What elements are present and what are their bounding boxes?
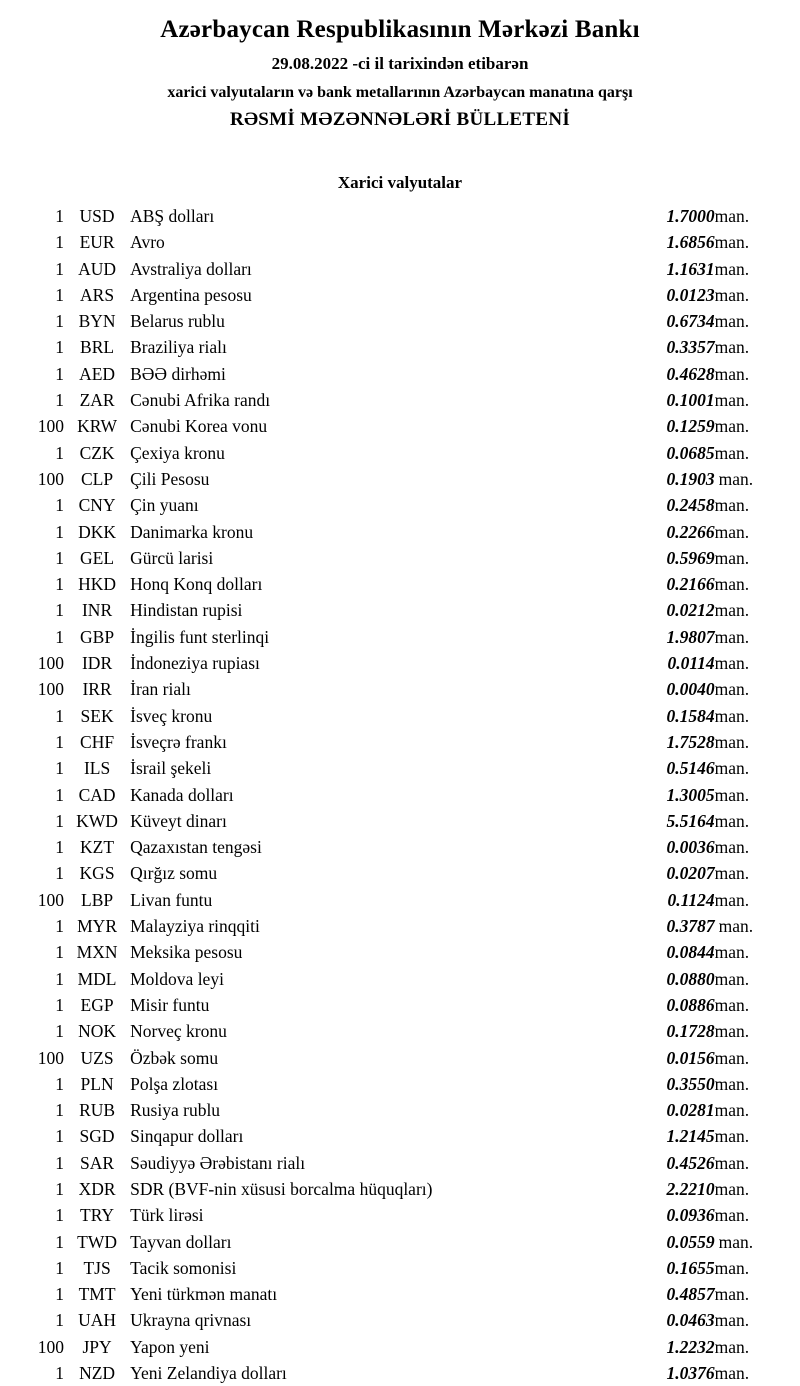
currency-code: IDR bbox=[81, 653, 113, 674]
currency-quantity: 1 bbox=[55, 284, 64, 305]
currency-name: Tacik somonisi bbox=[130, 1257, 237, 1278]
currency-rate: 0.0886 bbox=[666, 994, 715, 1015]
table-row bbox=[0, 913, 800, 939]
currency-code: GBP bbox=[80, 626, 115, 647]
currency-name: İngilis funt sterlinqi bbox=[130, 626, 270, 647]
section-title-foreign-currencies: Xarici valyutalar bbox=[337, 173, 463, 192]
table-row bbox=[0, 229, 800, 255]
currency-name: SDR (BVF-nin xüsusi borcalma hüquqları) bbox=[130, 1178, 433, 1199]
currency-rate: 0.0156 bbox=[666, 1047, 715, 1068]
currency-rate: 0.0844 bbox=[666, 942, 715, 963]
currency-quantity: 1 bbox=[55, 1126, 64, 1147]
currency-unit: man. bbox=[714, 232, 750, 253]
currency-unit: man. bbox=[714, 363, 750, 384]
table-row bbox=[0, 545, 800, 571]
table-row bbox=[0, 1176, 800, 1202]
currency-unit: man. bbox=[714, 258, 750, 279]
currency-unit: man. bbox=[718, 1231, 754, 1252]
currency-code: CZK bbox=[79, 442, 115, 463]
currency-rate: 0.5146 bbox=[666, 758, 715, 779]
currency-code: GEL bbox=[80, 547, 115, 568]
currency-unit: man. bbox=[718, 916, 754, 937]
currency-unit: man. bbox=[714, 731, 750, 752]
currency-code: NZD bbox=[79, 1363, 116, 1384]
currency-code: ARS bbox=[80, 284, 115, 305]
table-row bbox=[0, 808, 800, 834]
currency-code: CAD bbox=[78, 784, 116, 805]
currency-name: Cənubi Afrika randı bbox=[130, 390, 271, 411]
currency-quantity: 1 bbox=[55, 232, 64, 253]
currency-code: JPY bbox=[82, 1336, 112, 1357]
currency-quantity: 1 bbox=[55, 1152, 64, 1173]
currency-unit: man. bbox=[714, 705, 750, 726]
currency-name: Çexiya kronu bbox=[130, 442, 225, 463]
currency-unit: man. bbox=[714, 1073, 750, 1094]
currency-name: İran rialı bbox=[130, 679, 191, 700]
currency-quantity: 1 bbox=[55, 994, 64, 1015]
document-bulletin-title: RƏSMİ MƏZƏNNƏLƏRİ BÜLLETENİ bbox=[229, 109, 571, 130]
currency-unit: man. bbox=[714, 653, 750, 674]
currency-quantity: 1 bbox=[55, 363, 64, 384]
currency-rate: 0.1001 bbox=[666, 390, 715, 411]
currency-quantity: 1 bbox=[55, 495, 64, 516]
currency-rate: 0.1584 bbox=[666, 705, 715, 726]
table-row bbox=[0, 1202, 800, 1228]
currency-code: BRL bbox=[80, 337, 115, 358]
currency-code: TJS bbox=[83, 1257, 111, 1278]
currency-code: SAR bbox=[80, 1152, 115, 1173]
currency-unit: man. bbox=[714, 1152, 750, 1173]
currency-rate: 0.0212 bbox=[666, 600, 715, 621]
currency-rate: 1.2145 bbox=[666, 1126, 715, 1147]
currency-rate: 0.1903 bbox=[666, 468, 715, 489]
currency-code: RUB bbox=[79, 1100, 116, 1121]
currency-unit: man. bbox=[714, 600, 750, 621]
currency-quantity: 1 bbox=[55, 968, 64, 989]
currency-rate: 0.4628 bbox=[666, 363, 715, 384]
currency-name: İsveç kronu bbox=[130, 705, 213, 726]
currency-rate: 0.5969 bbox=[666, 547, 715, 568]
currency-code: AUD bbox=[78, 258, 117, 279]
currency-quantity: 1 bbox=[55, 784, 64, 805]
currency-rate: 1.7528 bbox=[666, 731, 715, 752]
currency-name: Tayvan dolları bbox=[130, 1231, 232, 1252]
currency-quantity: 1 bbox=[55, 942, 64, 963]
currency-code: INR bbox=[81, 600, 113, 621]
table-row bbox=[0, 571, 800, 597]
currency-code: UZS bbox=[80, 1047, 114, 1068]
currency-name: Cənubi Korea vonu bbox=[130, 416, 268, 437]
currency-unit: man. bbox=[714, 968, 750, 989]
currency-code: PLN bbox=[80, 1073, 114, 1094]
currency-name: Səudiyyə Ərəbistanı rialı bbox=[130, 1152, 306, 1173]
currency-code: KRW bbox=[77, 416, 117, 437]
table-row bbox=[0, 1255, 800, 1281]
table-row bbox=[0, 939, 800, 965]
currency-name: Qırğız somu bbox=[130, 863, 218, 884]
currency-name: Yeni türkmən manatı bbox=[130, 1284, 278, 1305]
currency-unit: man. bbox=[714, 810, 750, 831]
currency-name: Belarus rublu bbox=[130, 311, 225, 332]
currency-rate: 1.1631 bbox=[666, 258, 715, 279]
table-row bbox=[0, 256, 800, 282]
currency-code: SEK bbox=[80, 705, 114, 726]
currency-quantity: 1 bbox=[55, 863, 64, 884]
currency-quantity: 100 bbox=[37, 1047, 64, 1068]
currency-name: Sinqapur dolları bbox=[130, 1126, 244, 1147]
currency-code: TWD bbox=[77, 1231, 117, 1252]
currency-quantity: 1 bbox=[55, 626, 64, 647]
table-row bbox=[0, 361, 800, 387]
table-row bbox=[0, 1360, 800, 1386]
currency-rate: 1.6856 bbox=[666, 232, 715, 253]
currency-rate: 1.3005 bbox=[666, 784, 715, 805]
table-row bbox=[0, 413, 800, 439]
currency-unit: man. bbox=[714, 679, 750, 700]
currency-quantity: 1 bbox=[55, 1100, 64, 1121]
currency-name: İsveçrə frankı bbox=[130, 731, 227, 752]
currency-rate: 5.5164 bbox=[666, 810, 715, 831]
currency-unit: man. bbox=[714, 1205, 750, 1226]
currency-name: Honq Konq dolları bbox=[130, 574, 263, 595]
currency-code: DKK bbox=[78, 521, 117, 542]
currency-code: HKD bbox=[78, 574, 117, 595]
table-row bbox=[0, 519, 800, 545]
currency-name: Avstraliya dolları bbox=[130, 258, 252, 279]
table-row bbox=[0, 1281, 800, 1307]
table-row bbox=[0, 782, 800, 808]
currency-code: SGD bbox=[79, 1126, 115, 1147]
currency-unit: man. bbox=[714, 206, 750, 226]
currency-rates-table bbox=[0, 203, 800, 1386]
currency-rate: 2.2210 bbox=[666, 1178, 715, 1199]
currency-unit: man. bbox=[714, 863, 750, 884]
currency-unit: man. bbox=[714, 1047, 750, 1068]
currency-name: Özbək somu bbox=[130, 1047, 219, 1068]
currency-quantity: 100 bbox=[37, 416, 64, 437]
currency-name: Hindistan rupisi bbox=[130, 600, 243, 621]
currency-code: CNY bbox=[78, 495, 116, 516]
currency-name: Ukrayna qrivnası bbox=[130, 1310, 252, 1331]
table-row bbox=[0, 440, 800, 466]
currency-code: UAH bbox=[78, 1310, 117, 1331]
currency-unit: man. bbox=[714, 889, 750, 910]
table-row bbox=[0, 466, 800, 492]
currency-code: ZAR bbox=[79, 390, 115, 411]
currency-quantity: 100 bbox=[37, 653, 64, 674]
currency-name: Küveyt dinarı bbox=[130, 810, 227, 831]
currency-quantity: 1 bbox=[55, 390, 64, 411]
currency-quantity: 1 bbox=[55, 1073, 64, 1094]
currency-code: EUR bbox=[79, 232, 115, 253]
table-row bbox=[0, 1097, 800, 1123]
currency-code: MYR bbox=[77, 916, 117, 937]
currency-name: Yapon yeni bbox=[130, 1336, 210, 1357]
currency-name: İndoneziya rupiası bbox=[130, 653, 260, 674]
table-row bbox=[0, 650, 800, 676]
currency-rate: 0.4857 bbox=[666, 1284, 715, 1305]
currency-unit: man. bbox=[714, 626, 750, 647]
currency-code: KGS bbox=[79, 863, 115, 884]
currency-name: Braziliya rialı bbox=[130, 337, 227, 358]
currency-unit: man. bbox=[714, 284, 750, 305]
table-row bbox=[0, 308, 800, 334]
currency-unit: man. bbox=[714, 390, 750, 411]
currency-name: Çin yuanı bbox=[130, 495, 199, 516]
currency-rate: 1.0376 bbox=[666, 1363, 715, 1384]
currency-quantity: 1 bbox=[55, 521, 64, 542]
currency-unit: man. bbox=[714, 942, 750, 963]
currency-name: Danimarka kronu bbox=[130, 521, 254, 542]
currency-unit: man. bbox=[714, 1363, 750, 1384]
currency-name: Moldova leyi bbox=[130, 968, 224, 989]
table-row bbox=[0, 755, 800, 781]
currency-quantity: 1 bbox=[55, 442, 64, 463]
currency-name: Malayziya rinqqiti bbox=[130, 916, 260, 937]
currency-name: BƏƏ dirhəmi bbox=[130, 363, 226, 384]
currency-rate: 0.3357 bbox=[666, 337, 715, 358]
table-row bbox=[0, 597, 800, 623]
currency-quantity: 1 bbox=[55, 206, 64, 226]
currency-unit: man. bbox=[714, 1100, 750, 1121]
document-subtitle: xarici valyutaların və bank metallarının Azərbaycan manatına qarşı bbox=[167, 84, 633, 101]
currency-quantity: 1 bbox=[55, 731, 64, 752]
currency-code: XDR bbox=[78, 1178, 116, 1199]
currency-rate: 1.2232 bbox=[666, 1336, 715, 1357]
currency-quantity: 1 bbox=[55, 1021, 64, 1042]
currency-name: İsrail şekeli bbox=[130, 758, 212, 779]
currency-unit: man. bbox=[714, 547, 750, 568]
currency-quantity: 100 bbox=[37, 468, 64, 489]
currency-name: Gürcü larisi bbox=[130, 547, 214, 568]
currency-name: Meksika pesosu bbox=[130, 942, 243, 963]
currency-name: Rusiya rublu bbox=[130, 1100, 221, 1121]
currency-rate: 0.3550 bbox=[666, 1073, 715, 1094]
currency-unit: man. bbox=[714, 311, 750, 332]
bank-title: Azərbaycan Respublikasının Mərkəzi Bankı bbox=[160, 16, 640, 43]
currency-name: Misir funtu bbox=[130, 994, 210, 1015]
currency-rate: 0.0281 bbox=[666, 1100, 715, 1121]
currency-rate: 0.1655 bbox=[666, 1257, 715, 1278]
currency-unit: man. bbox=[714, 1336, 750, 1357]
currency-rate: 0.0559 bbox=[666, 1231, 715, 1252]
currency-name: Yeni Zelandiya dolları bbox=[130, 1363, 287, 1384]
currency-quantity: 1 bbox=[55, 1178, 64, 1199]
currency-quantity: 1 bbox=[55, 1205, 64, 1226]
currency-unit: man. bbox=[714, 1310, 750, 1331]
currency-unit: man. bbox=[714, 837, 750, 858]
currency-code: IRR bbox=[82, 679, 112, 700]
currency-rate: 0.4526 bbox=[666, 1152, 715, 1173]
currency-rate: 1.7000 bbox=[666, 206, 715, 226]
currency-quantity: 1 bbox=[55, 600, 64, 621]
currency-rate: 0.1124 bbox=[667, 889, 715, 910]
table-row bbox=[0, 729, 800, 755]
currency-rate: 1.9807 bbox=[666, 626, 715, 647]
currency-quantity: 1 bbox=[55, 547, 64, 568]
currency-code: KZT bbox=[80, 837, 115, 858]
currency-quantity: 1 bbox=[55, 837, 64, 858]
currency-quantity: 1 bbox=[55, 1231, 64, 1252]
currency-code: NOK bbox=[78, 1021, 117, 1042]
currency-code: MXN bbox=[76, 942, 118, 963]
table-row bbox=[0, 203, 800, 229]
currency-quantity: 1 bbox=[55, 574, 64, 595]
currency-unit: man. bbox=[714, 337, 750, 358]
currency-code: MDL bbox=[77, 968, 117, 989]
currency-rate: 0.2458 bbox=[666, 495, 715, 516]
currency-rate: 0.6734 bbox=[666, 311, 715, 332]
currency-name: Argentina pesosu bbox=[130, 284, 252, 305]
currency-unit: man. bbox=[714, 495, 750, 516]
currency-name: Norveç kronu bbox=[130, 1021, 227, 1042]
table-row bbox=[0, 1071, 800, 1097]
currency-quantity: 100 bbox=[37, 679, 64, 700]
currency-quantity: 1 bbox=[55, 705, 64, 726]
table-row bbox=[0, 1018, 800, 1044]
currency-rate: 0.0114 bbox=[667, 653, 715, 674]
currency-unit: man. bbox=[714, 1178, 750, 1199]
currency-quantity: 1 bbox=[55, 311, 64, 332]
table-row bbox=[0, 676, 800, 702]
currency-quantity: 1 bbox=[55, 1310, 64, 1331]
currency-code: CHF bbox=[80, 731, 115, 752]
currency-code: USD bbox=[79, 206, 115, 226]
currency-code: EGP bbox=[80, 994, 114, 1015]
currency-name: Polşa zlotası bbox=[130, 1073, 219, 1094]
currency-unit: man. bbox=[714, 1284, 750, 1305]
currency-quantity: 1 bbox=[55, 1284, 64, 1305]
currency-rate: 0.0040 bbox=[666, 679, 715, 700]
currency-code: KWD bbox=[76, 810, 118, 831]
table-row bbox=[0, 860, 800, 886]
currency-name: Livan funtu bbox=[130, 889, 213, 910]
table-row bbox=[0, 1307, 800, 1333]
currency-unit: man. bbox=[714, 574, 750, 595]
currency-unit: man. bbox=[714, 784, 750, 805]
currency-quantity: 1 bbox=[55, 810, 64, 831]
currency-unit: man. bbox=[714, 416, 750, 437]
currency-name: ABŞ dolları bbox=[130, 206, 215, 226]
table-row bbox=[0, 334, 800, 360]
currency-rate: 0.2266 bbox=[666, 521, 715, 542]
currency-rate: 0.0685 bbox=[666, 442, 715, 463]
effective-date-line: 29.08.2022 -ci il tarixindən etibarən bbox=[271, 54, 529, 73]
currency-name: Avro bbox=[130, 232, 165, 253]
currency-rate: 0.0123 bbox=[666, 284, 715, 305]
currency-code: AED bbox=[79, 363, 116, 384]
currency-code: CLP bbox=[81, 468, 114, 489]
table-row bbox=[0, 1123, 800, 1149]
document-header bbox=[0, 16, 800, 131]
currency-quantity: 100 bbox=[37, 1336, 64, 1357]
currency-name: Kanada dolları bbox=[130, 784, 234, 805]
currency-unit: man. bbox=[714, 1021, 750, 1042]
currency-unit: man. bbox=[714, 758, 750, 779]
currency-rate: 0.2166 bbox=[666, 574, 715, 595]
table-row bbox=[0, 703, 800, 729]
currency-rate: 0.1728 bbox=[666, 1021, 715, 1042]
currency-code: BYN bbox=[78, 311, 116, 332]
currency-code: TRY bbox=[80, 1205, 115, 1226]
currency-code: TMT bbox=[78, 1284, 116, 1305]
currency-rate: 0.3787 bbox=[666, 916, 715, 937]
currency-code: LBP bbox=[81, 889, 114, 910]
table-row bbox=[0, 1334, 800, 1360]
table-row bbox=[0, 387, 800, 413]
table-row bbox=[0, 887, 800, 913]
currency-name: Türk lirəsi bbox=[130, 1205, 204, 1226]
currency-rate: 0.0207 bbox=[666, 863, 715, 884]
table-row bbox=[0, 992, 800, 1018]
currency-quantity: 1 bbox=[55, 1257, 64, 1278]
table-row bbox=[0, 1045, 800, 1071]
currency-rate: 0.0936 bbox=[666, 1205, 715, 1226]
table-row bbox=[0, 492, 800, 518]
currency-quantity: 1 bbox=[55, 258, 64, 279]
currency-quantity: 100 bbox=[37, 889, 64, 910]
currency-unit: man. bbox=[714, 442, 750, 463]
currency-unit: man. bbox=[714, 1126, 750, 1147]
currency-quantity: 1 bbox=[55, 916, 64, 937]
currency-unit: man. bbox=[714, 994, 750, 1015]
currency-rate: 0.0463 bbox=[666, 1310, 715, 1331]
currency-name: Çili Pesosu bbox=[130, 468, 210, 489]
currency-rate: 0.1259 bbox=[666, 416, 715, 437]
currency-code: ILS bbox=[83, 758, 111, 779]
currency-unit: man. bbox=[714, 1257, 750, 1278]
currency-quantity: 1 bbox=[55, 337, 64, 358]
table-row bbox=[0, 282, 800, 308]
table-row bbox=[0, 1229, 800, 1255]
currency-rate: 0.0880 bbox=[666, 968, 715, 989]
currency-name: Qazaxıstan tengəsi bbox=[130, 837, 262, 858]
table-row bbox=[0, 966, 800, 992]
currency-unit: man. bbox=[718, 468, 754, 489]
currency-rate: 0.0036 bbox=[666, 837, 715, 858]
table-row bbox=[0, 834, 800, 860]
table-row bbox=[0, 624, 800, 650]
currency-quantity: 1 bbox=[55, 758, 64, 779]
table-row bbox=[0, 1150, 800, 1176]
currency-unit: man. bbox=[714, 521, 750, 542]
currency-quantity: 1 bbox=[55, 1363, 64, 1384]
